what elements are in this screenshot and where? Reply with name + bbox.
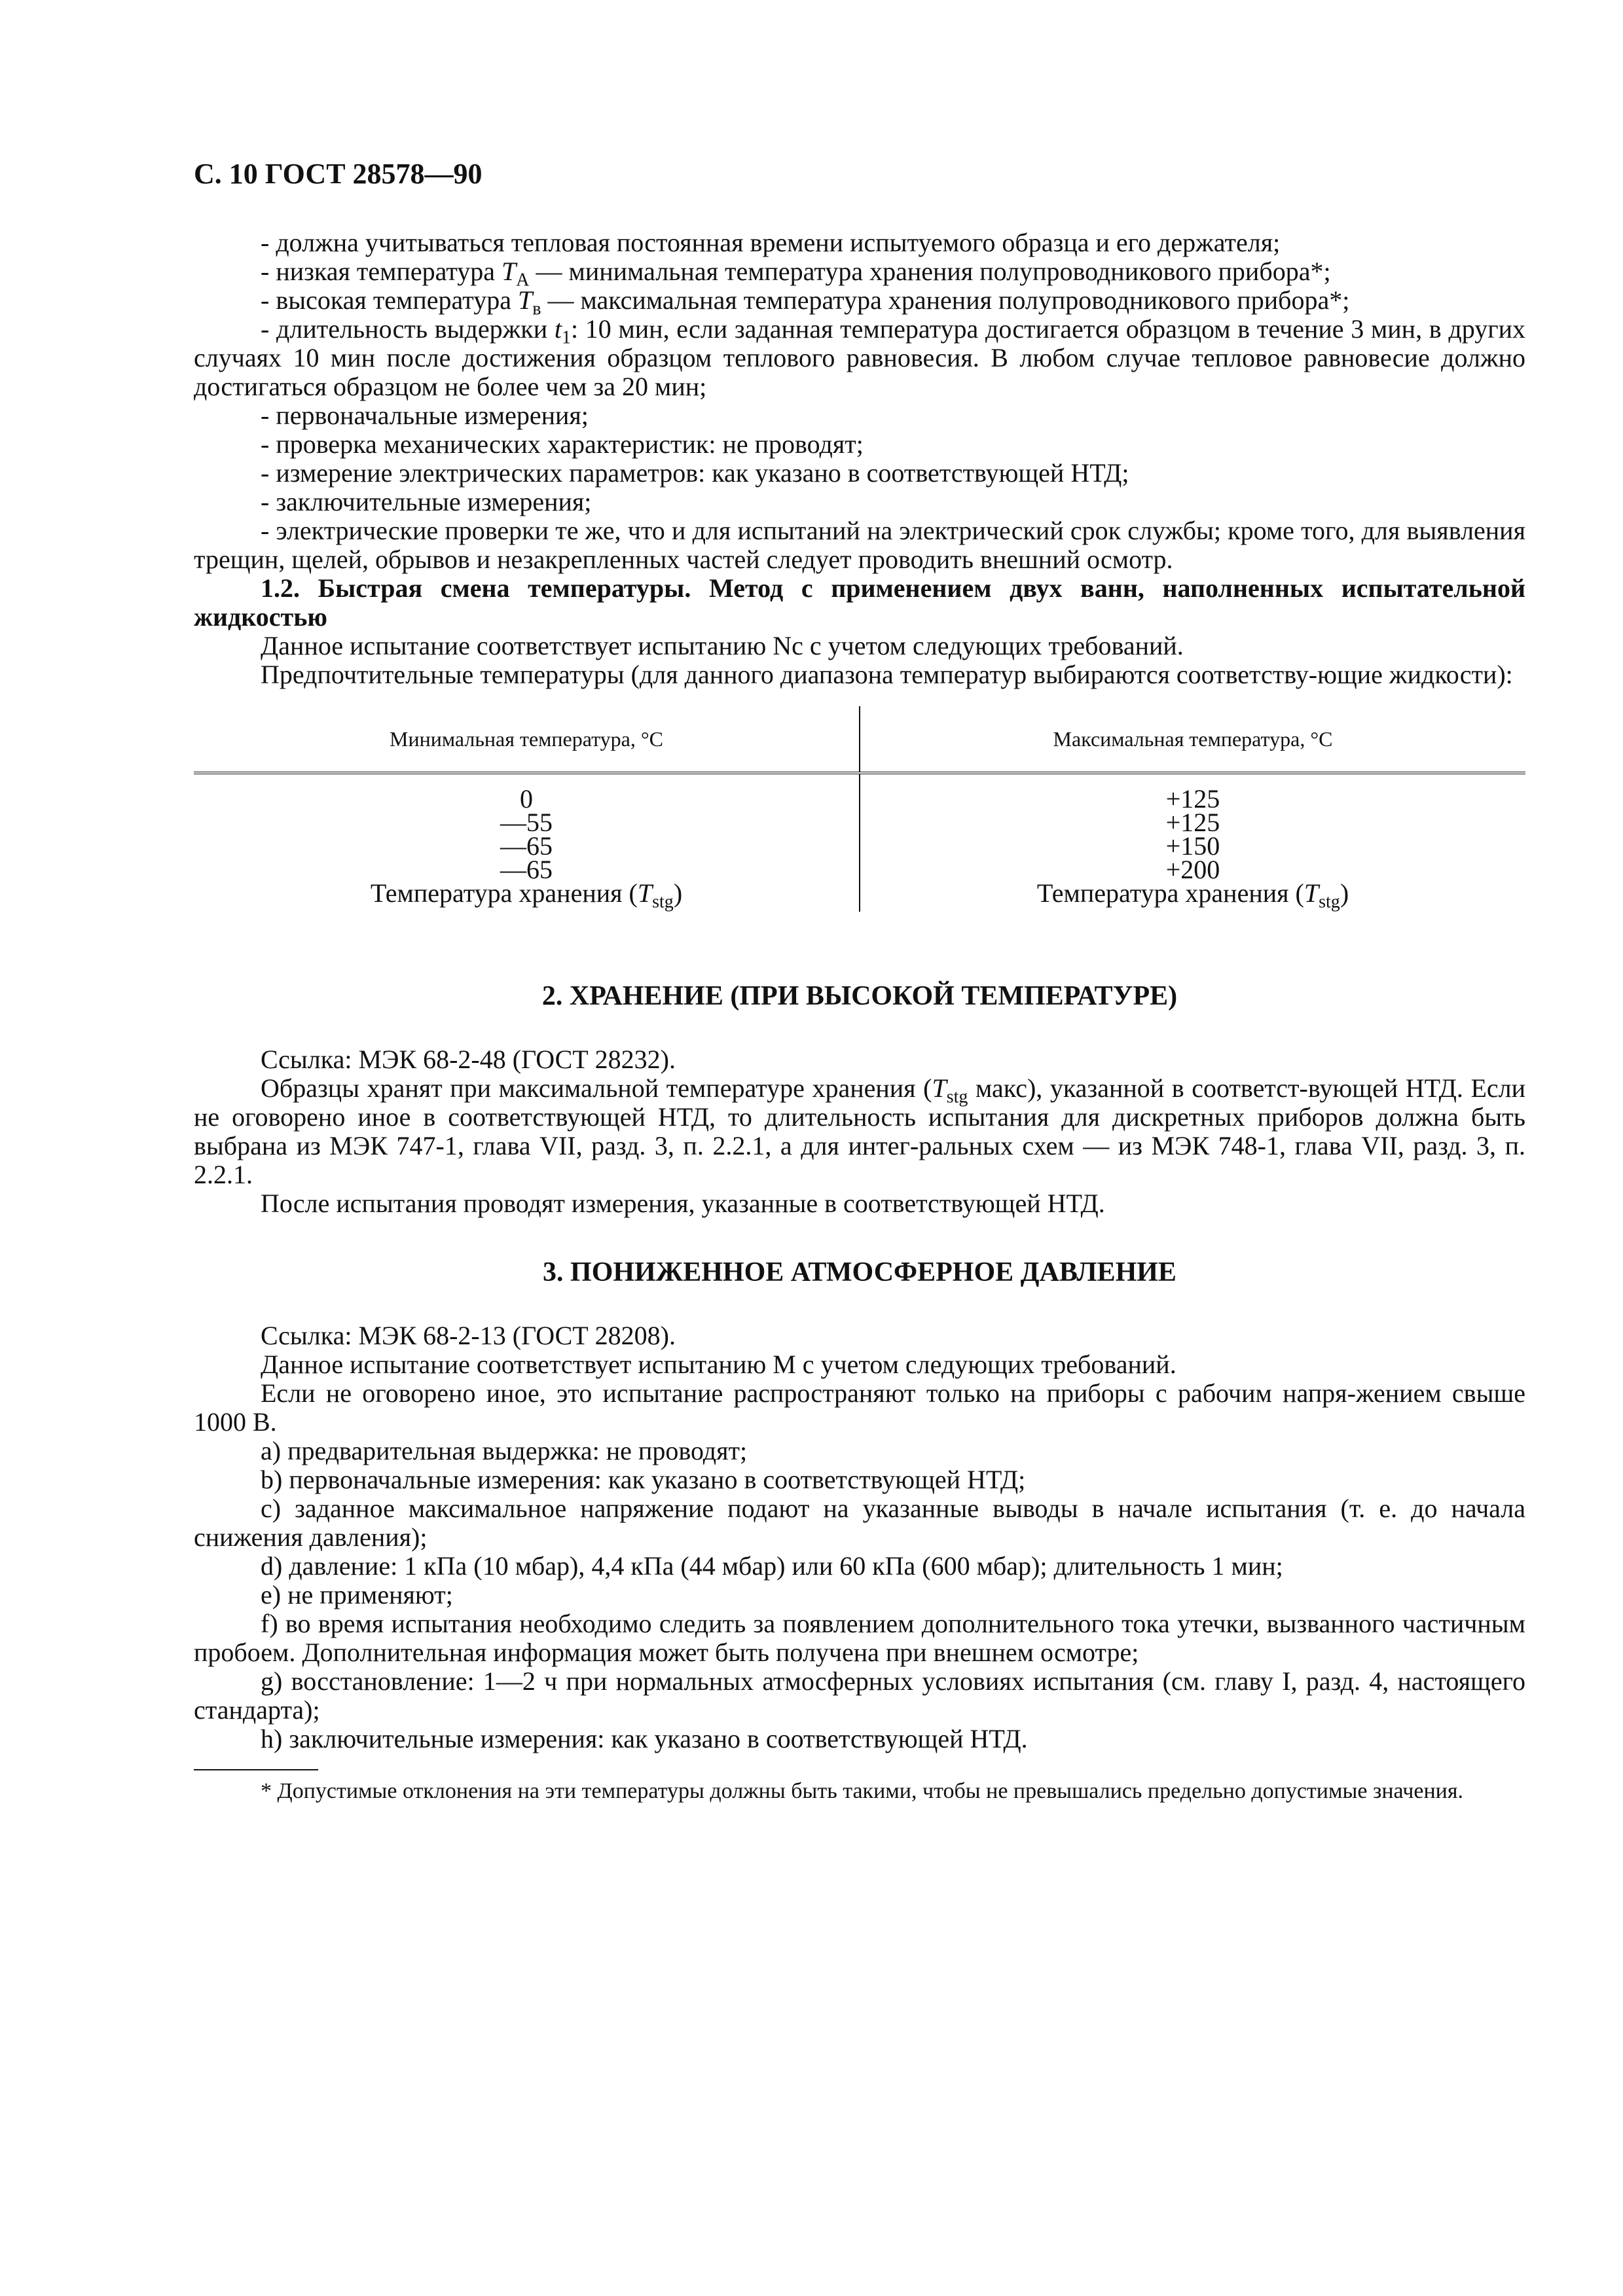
table-cell: —65 [500, 831, 553, 861]
table-cell: +125 [1165, 784, 1220, 814]
paragraph: - длительность выдержки $t_1$: 10 мин, если заданная температура достигается образцом в течение 3 мин, в других случаях 10 мин после достижения образцом теплового равновесия. В любом случае тепловое равновесие должно достигаться образцом не более чем за 20 мин; [194, 314, 1526, 401]
section-title: 3. ПОНИЖЕННОЕ АТМОСФЕРНОЕ ДАВЛЕНИЕ [543, 1257, 1176, 1287]
paragraph: - измерение электрических параметров: как указано в соответствующей НТД; [261, 458, 1129, 488]
page-header: С. 10 ГОСТ 28578—90 [194, 158, 483, 190]
table-cell: —65 [500, 855, 553, 884]
table-column-max [860, 773, 1525, 912]
paragraph: Данное испытание соответствует испытанию М с учетом следующих требований. [261, 1350, 1176, 1379]
table-cell: +125 [1165, 808, 1220, 837]
paragraph: - первоначальные измерения; [261, 401, 589, 430]
list-item: a) предварительная выдержка: не проводят; [261, 1436, 748, 1465]
footnote: * Допустимые отклонения на эти температуры должны быть такими, чтобы не превышались предельно допустимые значения. [261, 1779, 1463, 1803]
paragraph: - проверка механических характеристик: не проводят; [261, 429, 864, 459]
paragraph: Образцы хранят при максимальной температуре хранения ($T_{stg}$ макс), указанной в соответст-вующей НТД. Если не оговорено иное в соответствующей НТД, то длительность испытания для дискретных приборов должна быть выбрана из МЭК 747-1, глава VII, разд. 3, п. 2.2.1, а для интег-ральных схем — из МЭК 748-1, глава VII, разд. 3, п. 2.2.1. [194, 1073, 1525, 1189]
paragraph: - низкая температура $T_A$ — минимальная температура хранения полупроводникового прибора*; [261, 257, 1331, 291]
table-header-min: Минимальная температура, °С [194, 706, 860, 773]
table-cell: Температура хранения $(T_{stg})$ [370, 878, 683, 912]
paragraph: Ссылка: МЭК 68-2-13 (ГОСТ 28208). [261, 1321, 676, 1350]
subsection-heading: 1.2. Быстрая смена температуры. Метод с применением двух ванн, наполненных испытательной жидкостью [194, 573, 1525, 632]
paragraph: - электрические проверки те же, что и для испытаний на электрический срок службы; кроме того, для выявления трещин, щелей, обрывов и незакрепленных частей следует проводить внешний осмотр. [194, 516, 1525, 574]
table-cell: —55 [500, 808, 553, 837]
list-item: e) не применяют; [261, 1580, 453, 1609]
paragraph: - высокая температура $T_в$ — максимальная температура хранения полупроводникового прибора*; [261, 285, 1350, 319]
paragraph: Если не оговорено иное, это испытание распространяют только на приборы с рабочим напря-жением свыше 1000 В. [194, 1378, 1525, 1437]
paragraph: Данное испытание соответствует испытанию Nc с учетом следующих требований. [261, 631, 1184, 660]
paragraph: - заключительные измерения; [261, 487, 592, 516]
list-item: b) первоначальные измерения: как указано в соответствующей НТД; [261, 1465, 1026, 1494]
temperature-table [194, 706, 1525, 912]
section-title: 2. ХРАНЕНИЕ (ПРИ ВЫСОКОЙ ТЕМПЕРАТУРЕ) [541, 981, 1178, 1011]
paragraph: Предпочтительные температуры (для данного диапазона температур выбираются соответству-ющие жидкости): [261, 660, 1513, 689]
list-item: f) во время испытания необходимо следить за появлением дополнительного тока утечки, вызванного частичным пробоем. Дополнительная информация может быть получена при внешнем осмотре; [194, 1609, 1525, 1667]
paragraph: После испытания проводят измерения, указанные в соответствующей НТД. [261, 1189, 1105, 1218]
table-column-min [194, 773, 860, 912]
list-item: g) восстановление: 1—2 ч при нормальных атмосферных условиях испытания (см. главу I, разд. 4, настоящего стандарта); [194, 1666, 1525, 1725]
document-page [194, 157, 1525, 1806]
footnote-divider [194, 1769, 318, 1770]
list-item: d) давление: 1 кПа (10 мбар), 4,4 кПа (44 мбар) или 60 кПа (600 мбар); длительность 1 мин; [261, 1551, 1283, 1581]
table-cell: Температура хранения $(T_{stg})$ [1036, 878, 1349, 912]
table-cell: +200 [1165, 855, 1220, 884]
table-header-max: Максимальная температура, °С [860, 706, 1525, 773]
paragraph: - должна учитываться тепловая постоянная времени испытуемого образца и его держателя; [261, 228, 1281, 257]
paragraph: Ссылка: МЭК 68-2-48 (ГОСТ 28232). [261, 1045, 676, 1074]
list-item: c) заданное максимальное напряжение подают на указанные выводы в начале испытания (т. е. до начала снижения давления); [194, 1494, 1525, 1552]
list-item: h) заключительные измерения: как указано в соответствующей НТД. [261, 1724, 1028, 1753]
table-cell: 0 [520, 784, 533, 814]
table-cell: +150 [1165, 831, 1220, 861]
